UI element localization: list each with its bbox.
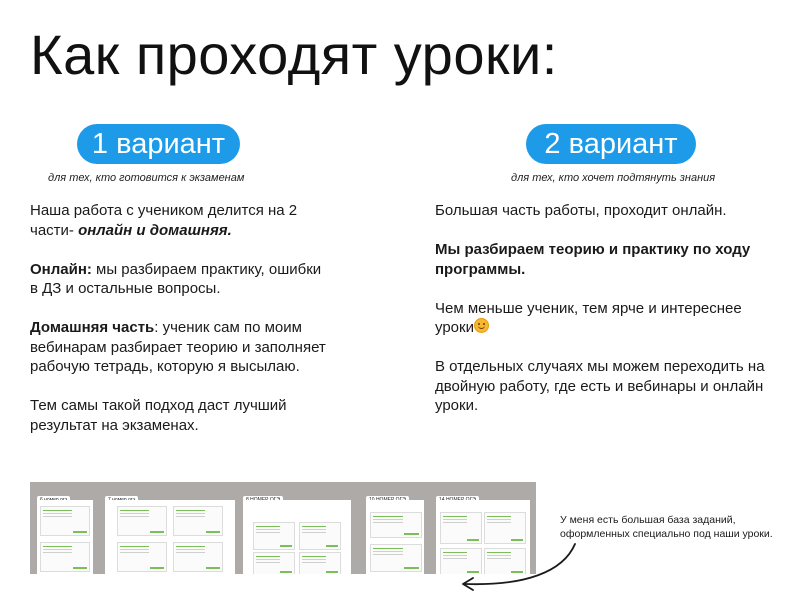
worksheet-preview	[105, 500, 235, 574]
variant-1-paragraph-2	[30, 260, 330, 299]
worksheet-card[interactable]	[366, 488, 424, 506]
task-base-note-line-2: оформленных специально под наши уроки.	[560, 528, 773, 540]
worksheet-thumbnail	[117, 542, 167, 572]
variant-2-p4-text: В отдельных случаях мы можем переходить на двойную работу, где есть и вебинары и онлайн уроки.	[435, 358, 765, 414]
worksheet-preview	[366, 500, 424, 574]
variant-2-paragraph-4	[435, 357, 780, 416]
worksheet-card[interactable]	[37, 488, 93, 506]
variant-2-badge: 2 вариант	[526, 124, 696, 164]
variant-2-caption: для тех, кто хочет подтянуть знания	[511, 172, 716, 184]
worksheet-preview	[37, 500, 93, 574]
variant-1-p1-bold: онлайн и домашняя.	[78, 221, 232, 239]
worksheet-thumbnail	[253, 522, 295, 550]
variant-2-paragraph-1	[435, 201, 780, 221]
variant-1-p1-text: Наша работа с учеником делится на 2 части-	[30, 202, 298, 239]
variant-1-p2-bold: Онлайн:	[30, 260, 92, 278]
worksheet-thumbnail	[299, 522, 341, 550]
variant-2-description	[435, 201, 780, 435]
variant-2-p2-bold: Мы разбираем теорию и практику по ходу программы.	[435, 241, 751, 278]
smiling-face-emoji-icon	[474, 318, 489, 333]
variant-1-p3-text: : ученик сам по моим вебинарам разбирает теорию и заполняет рабочую тетрадь, которую я высылаю.	[30, 319, 326, 375]
variant-2-p1-text: Большая часть работы, проходит онлайн.	[435, 202, 727, 219]
worksheet-thumbnail	[370, 544, 422, 572]
worksheet-preview	[243, 500, 351, 574]
variant-1-paragraph-4	[30, 396, 330, 435]
curved-arrow-icon	[455, 540, 585, 592]
variant-1-p3-bold: Домашняя часть	[30, 319, 155, 336]
worksheet-thumbnail	[299, 552, 341, 574]
variant-1-caption: для тех, кто готовится к экзаменам	[48, 172, 245, 184]
worksheet-card[interactable]	[436, 488, 530, 506]
variant-1-description	[30, 201, 330, 455]
worksheet-card[interactable]	[105, 488, 235, 506]
worksheet-thumbnail	[117, 506, 167, 536]
variant-1-paragraph-3	[30, 318, 330, 377]
variant-2-paragraph-3	[435, 299, 780, 338]
task-base-note	[560, 513, 773, 541]
worksheet-thumbnail	[40, 542, 90, 572]
variant-1-p2-text: мы разбираем практику, ошибки в ДЗ и остальные вопросы.	[30, 260, 322, 297]
worksheet-thumbnail	[370, 512, 422, 538]
worksheet-thumbnail	[173, 506, 223, 536]
variant-1-paragraph-1	[30, 201, 330, 240]
variant-1-badge: 1 вариант	[77, 124, 240, 164]
page-title: Как проходят уроки:	[30, 23, 558, 86]
worksheet-thumbnail	[253, 552, 295, 574]
worksheet-thumbnail	[173, 542, 223, 572]
variant-2-paragraph-2	[435, 240, 780, 279]
task-base-note-line-1: У меня есть большая база заданий,	[560, 514, 736, 526]
variant-2-p3-text: Чем меньше ученик, тем ярче и интереснее уроки	[435, 299, 742, 336]
worksheet-card[interactable]	[243, 488, 351, 506]
variant-1-p4-text: Тем самы такой подход даст лучший результат на экзаменах.	[30, 397, 287, 434]
worksheet-thumbnail	[40, 506, 90, 536]
